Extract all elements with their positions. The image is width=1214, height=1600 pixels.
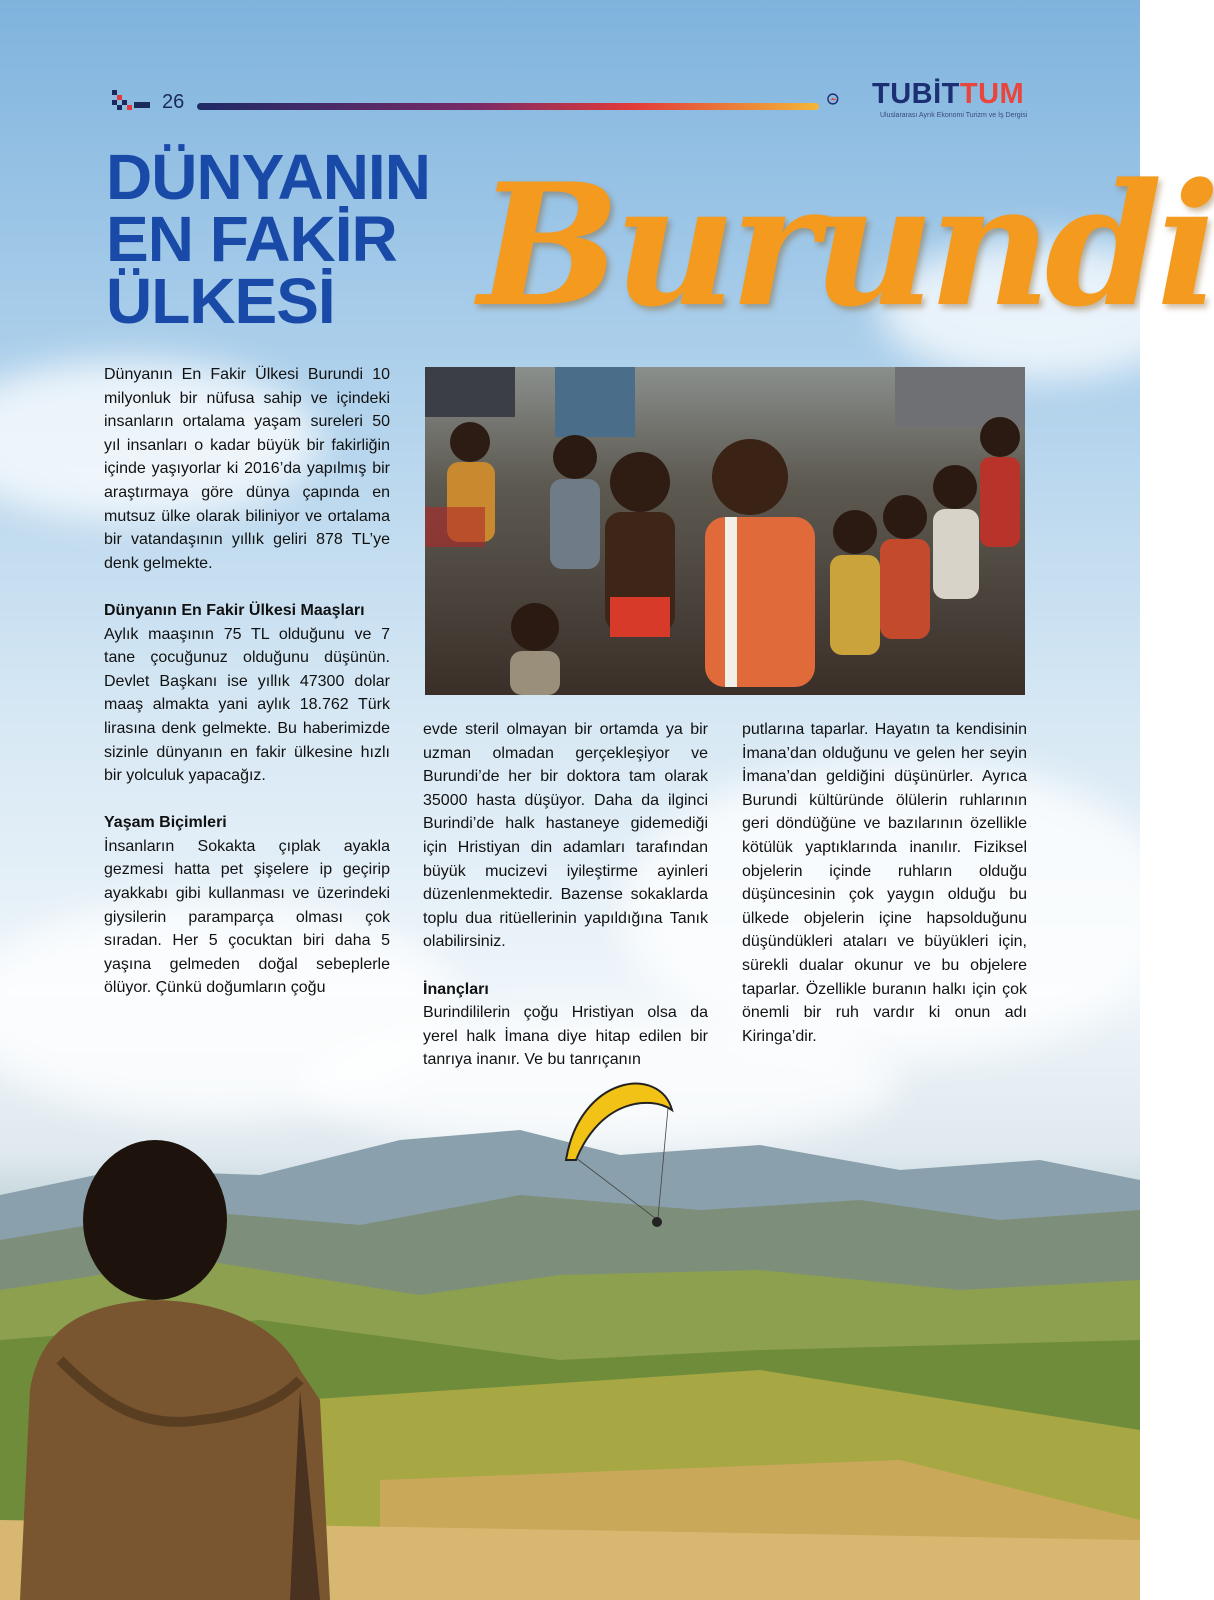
- header-rule: [197, 103, 819, 110]
- logo-subtitle: Uluslararası Ayrık Ekonomi Turizm ve İş Dergisi: [880, 112, 1028, 119]
- script-title: Burundi: [478, 146, 1214, 344]
- lifestyle-paragraph-part-1: İnsanların Sokakta çıplak ayakla gezmesi hatta pet şişelere ip geçirip ayakkabı gibi kullanması ve üzerindeki giysilerin paramparça olması çok sıradan. Her 5 çocuktan biri daha 5 yaşına gelmeden doğal sebeplerle ölüyor. Çünkü doğumların çoğu: [104, 837, 390, 997]
- tubittum-logo-icon: [827, 74, 877, 124]
- logo-wordmark: [872, 78, 1024, 111]
- header-mark-icon: [112, 90, 152, 112]
- landscape-illustration: [0, 1100, 1140, 1600]
- article-column-2: [423, 718, 708, 1072]
- section-heading-salaries: Dünyanın En Fakir Ülkesi Maaşları: [104, 601, 365, 619]
- intro-paragraph: Dünyanın En Fakir Ülkesi Burundi 10 milyonluk bir nüfusa sahip ve içindeki insanların ortalama yaşam sureleri 50 yıl insanları o kadar büyük bir fakirliğin içinde yaşıyorlar ki 2016’da yapılmış bir araştırmaya göre dünya çapında en mutsuz ülke olarak biliniyor ve ortalama bir vatandaşının yıllık geliri 878 TL’ye denk gelmekte.: [104, 366, 390, 572]
- article-column-3: [742, 718, 1027, 1048]
- children-photo: [425, 367, 1025, 695]
- logo-part-a: TUBİT: [872, 78, 960, 110]
- section-heading-lifestyle: Yaşam Biçimleri: [104, 814, 227, 832]
- beliefs-paragraph-part-1: Burindililerin çoğu Hristiyan olsa da yerel halk İmana diye hitap edilen bir tanrıya inanır. Ve bu tanrıçanın: [423, 1004, 708, 1069]
- salaries-paragraph: Aylık maaşının 75 TL olduğunu ve 7 tane çocuğunuz olduğunu düşünün. Devlet Başkanı ise yıllık 47300 dolar maaş almakta yani aylık 18.762 Türk lirasına denk gelmekte. Bu haberimizde sizinle dünyanın en fakir ülkesine hızlı bir yolculuk yapacağız.: [104, 625, 390, 785]
- logo-part-b: TUM: [959, 78, 1025, 110]
- beliefs-paragraph-part-2: putlarına taparlar. Hayatın ta kendisinin İmana’dan olduğunu ve gelen her seyin İmana’dan geldiğini düşünürler. Ayrıca Burundi kültüründe ölülerin ruhlarının geri döndüğüne ve bazılarının özellikle kötülük yaptıklarında inanılır. Fiziksel objelerin içinde ruhların olduğu düşüncesinin çok yaygın olduğu bu ülkede objelerin içine hapsolduğunu düşündükleri ataları ve büyükleri için, sürekli dualar okunur ve bu objelere taparlar. Özellikle buranın halkı için çok önemli bir ruh vardır ki onun adı Kiringa’dir.: [742, 721, 1027, 1045]
- title-line-2: EN FAKİR: [106, 203, 397, 275]
- section-heading-beliefs: İnançları: [423, 980, 489, 998]
- title-line-1: DÜNYANIN: [106, 141, 430, 213]
- page-number: 26: [162, 91, 185, 113]
- article-title: [106, 141, 430, 337]
- title-line-3: ÜLKESİ: [106, 265, 335, 337]
- lifestyle-paragraph-part-2: evde steril olmayan bir ortamda ya bir uzman olmadan gerçekleşiyor ve Burundi’de her bir doktora tam olarak 35000 hasta düşüyor. Daha da ilginci Burindi’de halk hastaneye gidemediği için Hristiyan din adamları tarafından büyük mucizevi iyileştirme ayinleri düzenlenmektedir. Bazense sokaklarda toplu dua ritüellerinin yapıldığına Tanık olabilirsiniz.: [423, 721, 708, 951]
- article-column-1: [104, 363, 390, 1000]
